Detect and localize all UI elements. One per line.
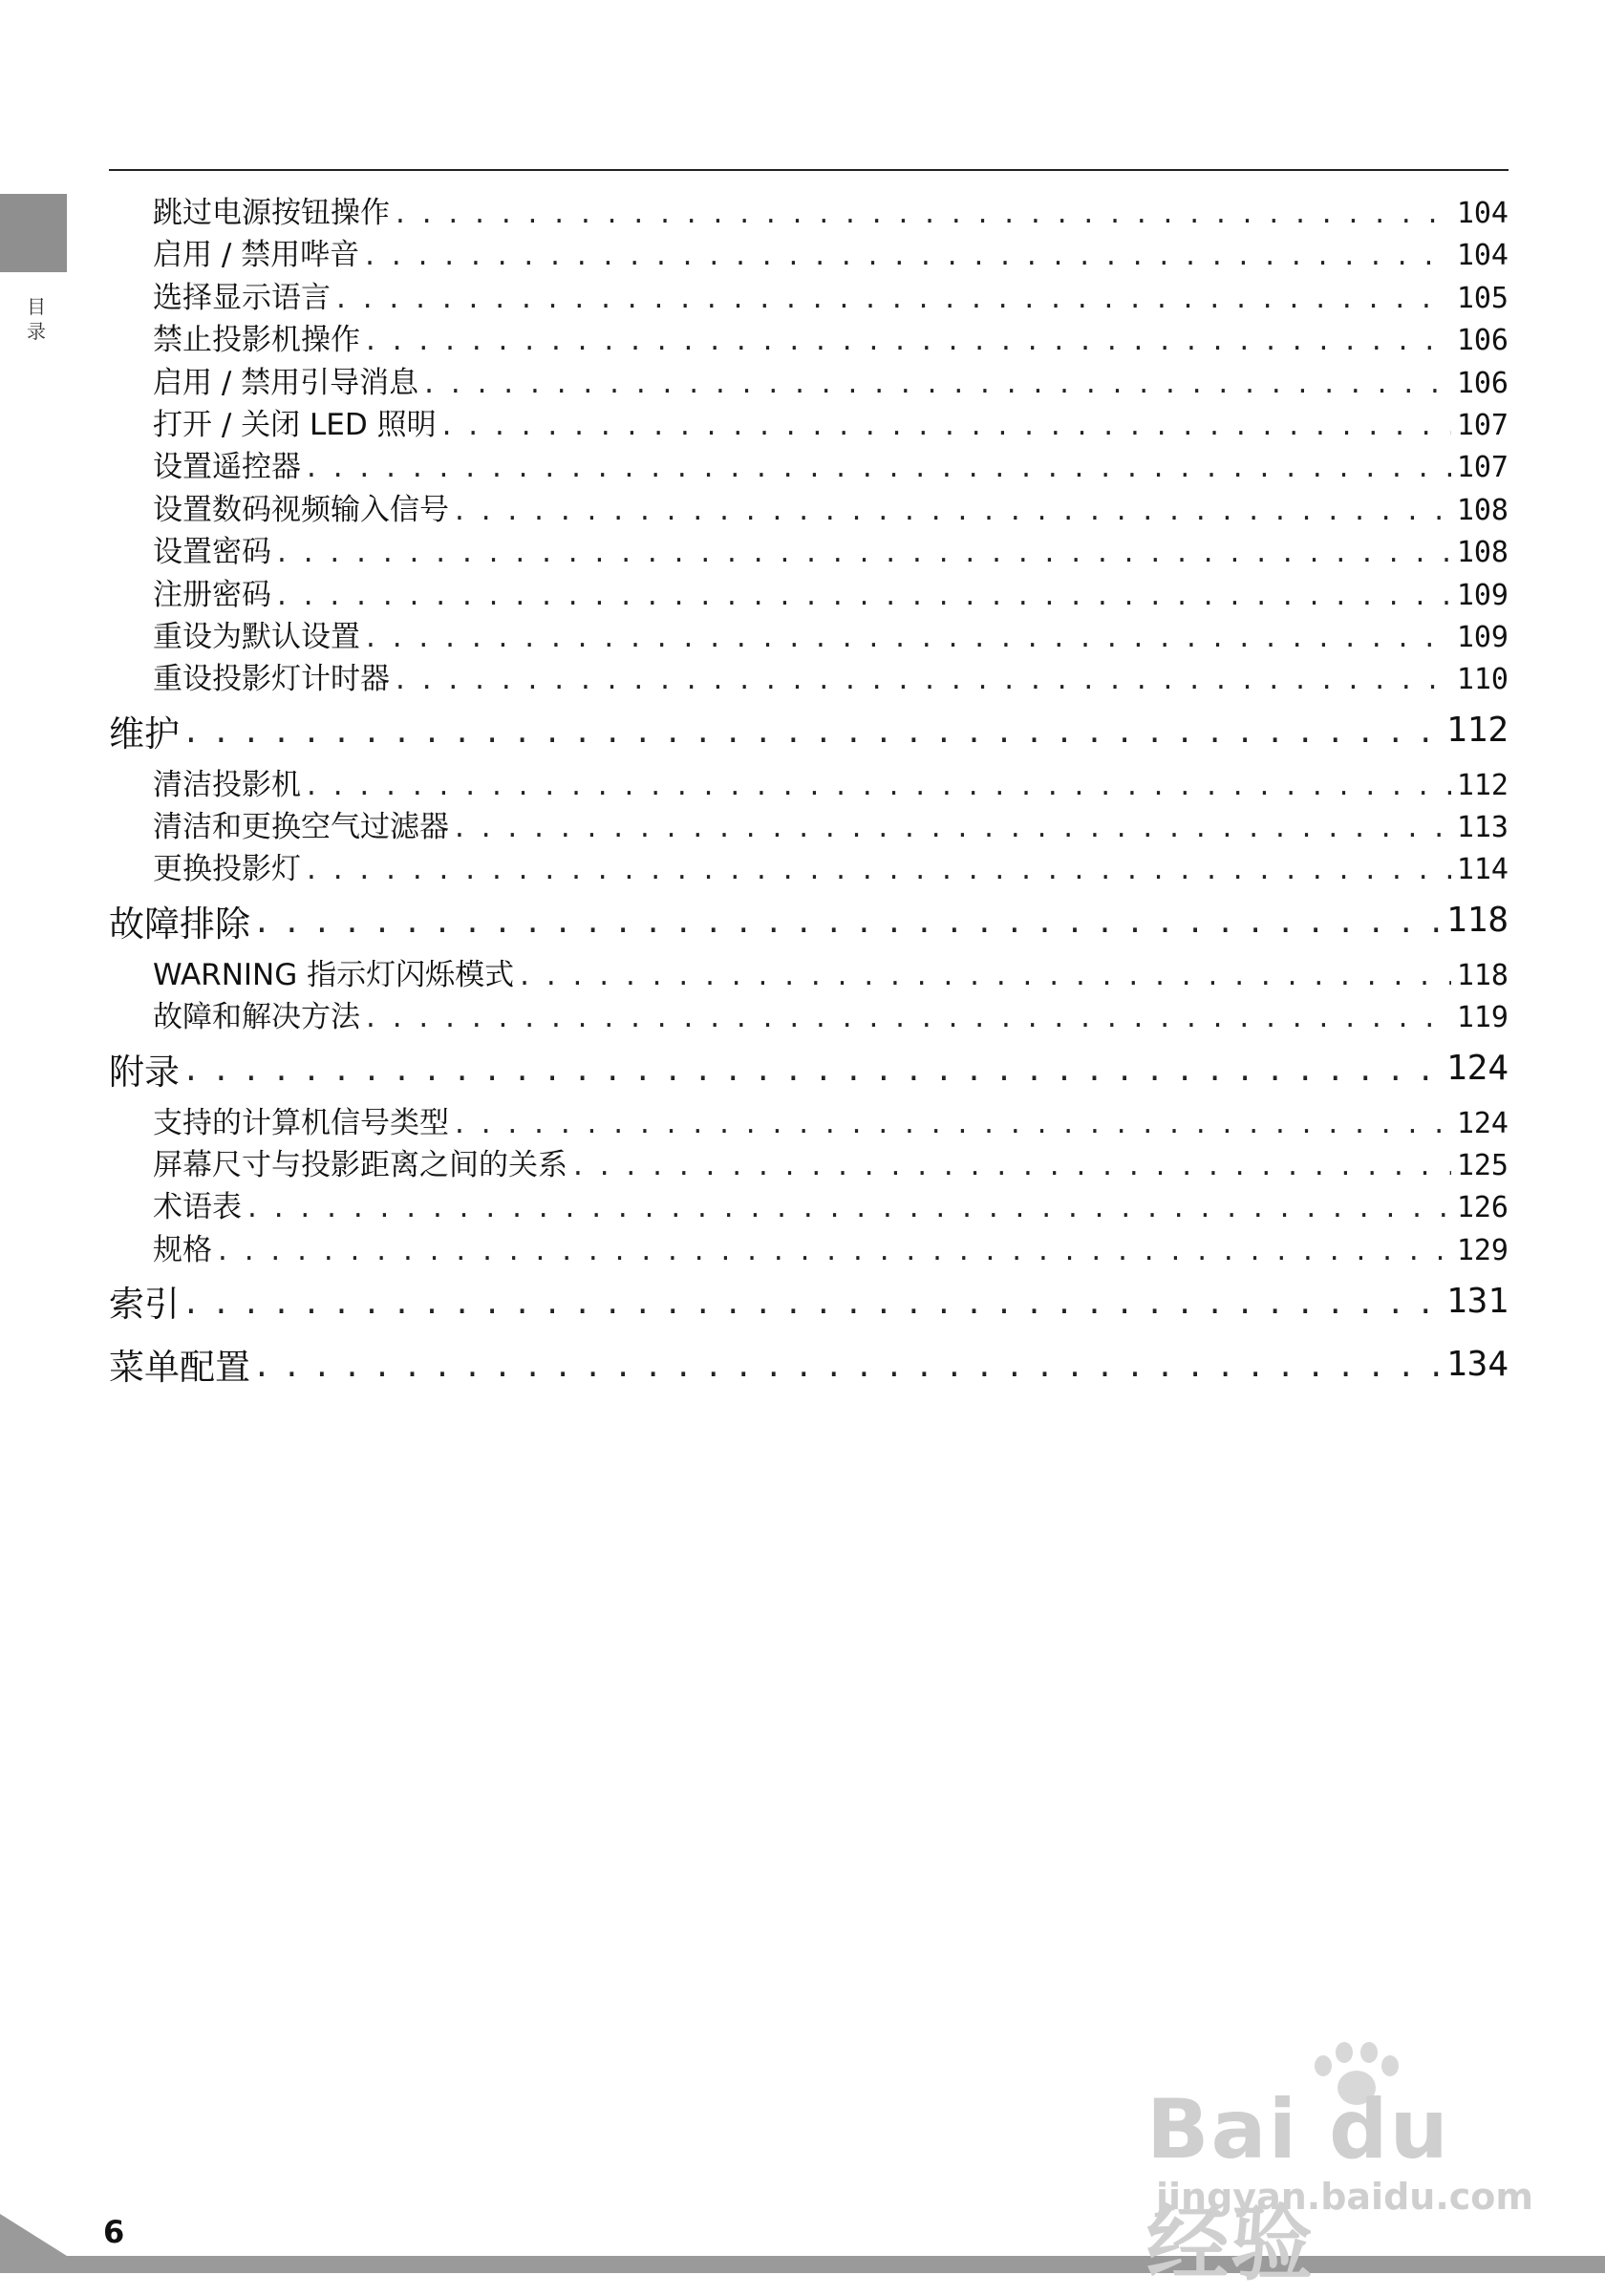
toc-entry-page: 118 <box>1445 901 1509 941</box>
toc-entry[interactable] <box>109 570 1509 612</box>
dot-leader <box>366 1000 1451 1034</box>
dot-leader <box>455 493 1451 527</box>
dot-leader <box>185 1281 1441 1322</box>
dot-leader <box>307 852 1451 886</box>
toc-entry-page: 124 <box>1456 1106 1509 1140</box>
dot-leader <box>396 662 1451 696</box>
toc-entry-page: 108 <box>1456 536 1509 570</box>
page-number: 6 <box>103 2214 125 2250</box>
dot-leader <box>396 196 1451 230</box>
dot-leader <box>365 238 1451 272</box>
toc-entry-page: 126 <box>1456 1191 1509 1225</box>
toc-entry-title: 索引 <box>109 1284 180 1326</box>
toc-entry[interactable] <box>109 527 1509 569</box>
dot-leader <box>455 810 1451 844</box>
side-tab-char: 目 <box>27 295 46 318</box>
toc-entry-page: 105 <box>1456 281 1509 315</box>
toc-entry[interactable] <box>109 950 1509 992</box>
dot-leader <box>573 1148 1451 1182</box>
dot-leader <box>256 900 1441 941</box>
toc-entry-page: 112 <box>1445 711 1509 751</box>
toc-entry-page: 109 <box>1456 578 1509 612</box>
toc-entry-title: 故障和解决方法 <box>153 1000 360 1035</box>
toc-entry-title: 支持的计算机信号类型 <box>153 1105 449 1140</box>
dot-leader <box>218 1233 1451 1267</box>
toc-entry-title: 选择显示语言 <box>153 280 331 315</box>
toc-entry-title: 启用 / 禁用引导消息 <box>153 365 419 400</box>
toc-entry[interactable] <box>109 760 1509 802</box>
toc-entry-page: 131 <box>1445 1281 1509 1321</box>
toc-entry-page: 109 <box>1456 620 1509 654</box>
dot-leader <box>256 1344 1441 1385</box>
toc-entry[interactable] <box>109 188 1509 230</box>
toc-entry-page: 119 <box>1456 1001 1509 1035</box>
toc-entry-title: 更换投影灯 <box>153 852 301 887</box>
toc-entry-title: 注册密码 <box>153 577 271 612</box>
toc-entry-page: 107 <box>1456 451 1509 485</box>
dot-leader <box>366 323 1451 357</box>
toc-entry-page: 106 <box>1456 366 1509 400</box>
toc-entry[interactable] <box>109 1225 1509 1267</box>
toc-entry[interactable] <box>109 844 1509 886</box>
toc-entry-title: 清洁投影机 <box>153 767 301 802</box>
dot-leader <box>277 578 1451 612</box>
dot-leader <box>455 1106 1451 1140</box>
toc-entry-title: 菜单配置 <box>109 1347 250 1389</box>
toc-section-entry[interactable] <box>109 1334 1509 1393</box>
toc-entry[interactable] <box>109 230 1509 272</box>
toc-entry-title: 附录 <box>109 1051 180 1093</box>
footer-corner-shape <box>0 2214 67 2256</box>
toc-entry-page: 104 <box>1456 197 1509 230</box>
toc-entry[interactable] <box>109 1182 1509 1224</box>
dot-leader <box>277 535 1451 569</box>
toc-entry-title: 禁止投影机操作 <box>153 323 360 358</box>
toc-entry-page: 112 <box>1456 768 1509 802</box>
toc-entry-page: 114 <box>1456 853 1509 887</box>
toc-section-entry[interactable] <box>109 891 1509 950</box>
dot-leader <box>442 408 1451 442</box>
toc-entry-page: 113 <box>1456 811 1509 845</box>
toc-entry-title: 设置密码 <box>153 535 271 570</box>
dot-leader <box>366 620 1451 654</box>
toc-entry[interactable] <box>109 1098 1509 1140</box>
toc-entry-page: 124 <box>1445 1049 1509 1089</box>
toc-entry-title: 维护 <box>109 712 180 755</box>
toc-entry-title: 跳过电源按钮操作 <box>153 196 390 230</box>
toc-entry[interactable] <box>109 400 1509 442</box>
toc-entry-page: 106 <box>1456 324 1509 358</box>
toc-entry[interactable] <box>109 273 1509 315</box>
side-tab-char: 录 <box>27 320 46 343</box>
toc-entry-title: 重设投影灯计时器 <box>153 662 390 697</box>
dot-leader <box>185 1048 1441 1089</box>
toc-entry[interactable] <box>109 654 1509 696</box>
dot-leader <box>307 768 1451 802</box>
toc-entry[interactable] <box>109 485 1509 527</box>
watermark-brand: Bai du 经验 <box>1146 2082 1450 2292</box>
toc-entry[interactable] <box>109 1140 1509 1182</box>
watermark-domain: jingyan.baidu.com <box>1156 2176 1533 2218</box>
toc-entry-title: 屏幕尺寸与投影距离之间的关系 <box>153 1148 567 1183</box>
toc-entry-title: 设置数码视频输入信号 <box>153 492 449 527</box>
toc-entry-title: 打开 / 关闭 LED 照明 <box>153 407 437 442</box>
dot-leader <box>424 366 1451 400</box>
toc-entry-title: 清洁和更换空气过滤器 <box>153 810 449 845</box>
toc-entry-page: 110 <box>1456 663 1509 697</box>
toc-section-entry[interactable] <box>109 1271 1509 1330</box>
toc-section-entry[interactable] <box>109 701 1509 760</box>
toc-section-entry[interactable] <box>109 1039 1509 1098</box>
toc-entry[interactable] <box>109 315 1509 357</box>
dot-leader <box>247 1190 1451 1224</box>
toc-entry-page: 118 <box>1456 958 1509 992</box>
toc-entry[interactable] <box>109 992 1509 1034</box>
toc-entry-title: 重设为默认设置 <box>153 619 360 654</box>
side-tab-marker <box>0 194 67 272</box>
top-rule <box>109 169 1509 171</box>
toc-entry-page: 125 <box>1456 1149 1509 1183</box>
toc-entry-page: 134 <box>1445 1344 1509 1384</box>
toc-entry[interactable] <box>109 358 1509 400</box>
toc-entry[interactable] <box>109 802 1509 844</box>
toc-entry-title: 规格 <box>153 1232 212 1267</box>
toc-entry-page: 107 <box>1456 408 1509 442</box>
side-tab-label <box>27 294 46 344</box>
baidu-watermark <box>1146 2053 1533 2292</box>
toc-entry-title: WARNING 指示灯闪烁模式 <box>153 957 515 992</box>
toc-entry-title: 术语表 <box>153 1190 242 1225</box>
toc-entry-title: 设置遥控器 <box>153 450 301 485</box>
dot-leader <box>307 450 1451 484</box>
toc-entry-page: 129 <box>1456 1233 1509 1267</box>
toc-entry-page: 108 <box>1456 493 1509 527</box>
dot-leader <box>185 710 1441 751</box>
table-of-contents <box>109 188 1509 1393</box>
dot-leader <box>336 281 1451 315</box>
toc-entry-title: 故障排除 <box>109 903 250 945</box>
toc-entry-title: 启用 / 禁用哔音 <box>153 238 360 273</box>
toc-entry[interactable] <box>109 442 1509 484</box>
toc-entry-page: 104 <box>1456 239 1509 273</box>
toc-entry[interactable] <box>109 612 1509 654</box>
dot-leader <box>520 958 1451 992</box>
